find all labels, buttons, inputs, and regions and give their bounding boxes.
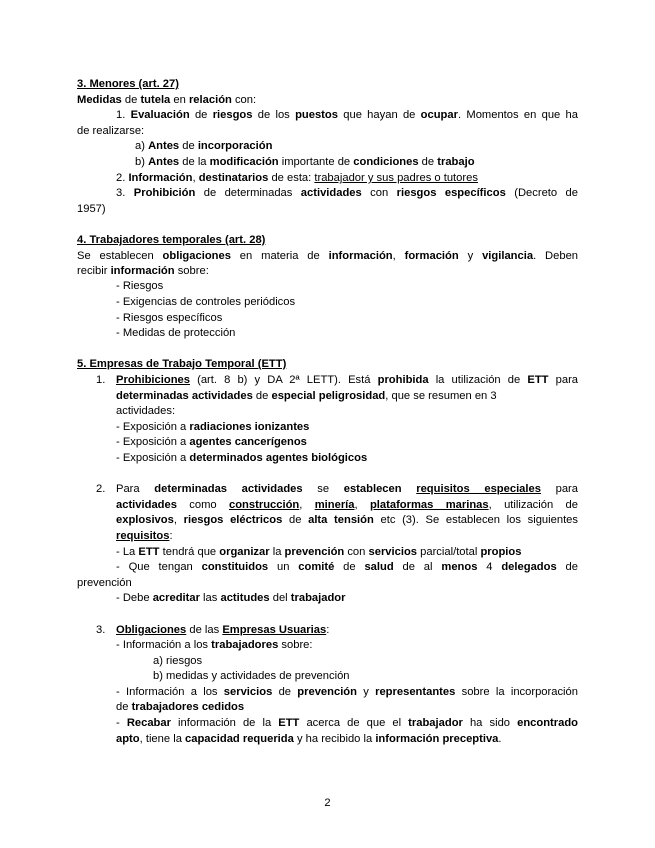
section-4-item: - Riesgos bbox=[116, 280, 164, 292]
section-3-sub-b: b) Antes de la modificación importante de condiciones de trabajo bbox=[135, 156, 475, 168]
section-3-item-1: 1. Evaluación de riesgos de los puestos que hayan de ocupar. Momentos en que ha bbox=[116, 109, 578, 121]
point-3-line-1: Obligaciones de las Empresas Usuarias: bbox=[116, 624, 330, 636]
point-2-requirement-1: - La ETT tendrá que organizar la prevención con servicios parcial/total propios bbox=[116, 546, 522, 558]
section-4-heading: 4. Trabajadores temporales (art. 28) bbox=[77, 234, 266, 246]
point-3-sub-a: a) riesgos bbox=[153, 655, 203, 667]
point-3-recabar: - Recabar información de la ETT acerca de que el trabajador ha sido encontrado bbox=[116, 717, 579, 729]
point-2-line-4: requisitos: bbox=[116, 530, 173, 542]
section-4-item: - Medidas de protección bbox=[116, 327, 236, 339]
point-1-line-3: actividades: bbox=[116, 405, 176, 417]
point-3-info-2-cont: de trabajadores cedidos bbox=[116, 701, 245, 713]
page-number: 2 bbox=[324, 797, 331, 809]
point-1-item: - Exposición a determinados agentes biológicos bbox=[116, 452, 368, 464]
list-number-2: 2. bbox=[96, 483, 106, 495]
section-3-intro: Medidas de tutela en relación con: bbox=[77, 94, 257, 106]
section-3-item-2: 2. Información, destinatarios de esta: trabajador y sus padres o tutores bbox=[116, 172, 478, 184]
section-3-item-3: 3. Prohibición de determinadas actividades con riesgos específicos (Decreto de bbox=[116, 187, 578, 199]
point-1-item: - Exposición a agentes cancerígenos bbox=[116, 436, 307, 448]
list-number-1: 1. bbox=[96, 374, 106, 386]
section-3-heading: 3. Menores (art. 27) bbox=[77, 78, 179, 90]
section-3-item-3-cont: 1957) bbox=[77, 203, 106, 215]
point-2-requirement-2-cont: prevención bbox=[77, 577, 132, 589]
point-2-line-2: actividades como construcción, minería, plataformas marinas, utilización de bbox=[116, 499, 578, 511]
section-4-line-1: Se establecen obligaciones en materia de información, formación y vigilancia. Deben bbox=[77, 250, 579, 262]
section-4-item: - Exigencias de controles periódicos bbox=[116, 296, 296, 308]
point-2-requirement-2: - Que tengan constituidos un comité de salud de al menos 4 delegados de bbox=[116, 561, 578, 573]
section-5-heading: 5. Empresas de Trabajo Temporal (ETT) bbox=[77, 358, 287, 370]
point-3-info-2: - Información a los servicios de prevención y representantes sobre la incorporación bbox=[116, 686, 578, 698]
list-number-3: 3. bbox=[96, 624, 106, 636]
point-3-info-1: - Información a los trabajadores sobre: bbox=[116, 639, 313, 651]
point-1-line-1: Prohibiciones (art. 8 b) y DA 2ª LETT). Está prohibida la utilización de ETT para bbox=[116, 374, 579, 386]
point-2-line-1: Para determinadas actividades se establecen requisitos especiales para bbox=[116, 483, 578, 495]
section-4-item: - Riesgos específicos bbox=[116, 312, 223, 324]
section-3-sub-a: a) Antes de incorporación bbox=[135, 140, 273, 152]
point-1-line-2: determinadas actividades de especial peligrosidad, que se resumen en 3 bbox=[116, 390, 497, 402]
section-3-item-1-cont: de realizarse: bbox=[77, 125, 145, 137]
section-4-line-2: recibir información sobre: bbox=[77, 265, 209, 277]
point-1-item: - Exposición a radiaciones ionizantes bbox=[116, 421, 310, 433]
point-3-recabar-cont: apto, tiene la capacidad requerida y ha recibido la información preceptiva. bbox=[116, 733, 502, 745]
point-3-sub-b: b) medidas y actividades de prevención bbox=[153, 670, 350, 682]
point-2-requirement-3: - Debe acreditar las actitudes del trabajador bbox=[116, 592, 346, 604]
point-2-line-3: explosivos, riesgos eléctricos de alta tensión etc (3). Se establecen los siguientes bbox=[116, 514, 578, 526]
